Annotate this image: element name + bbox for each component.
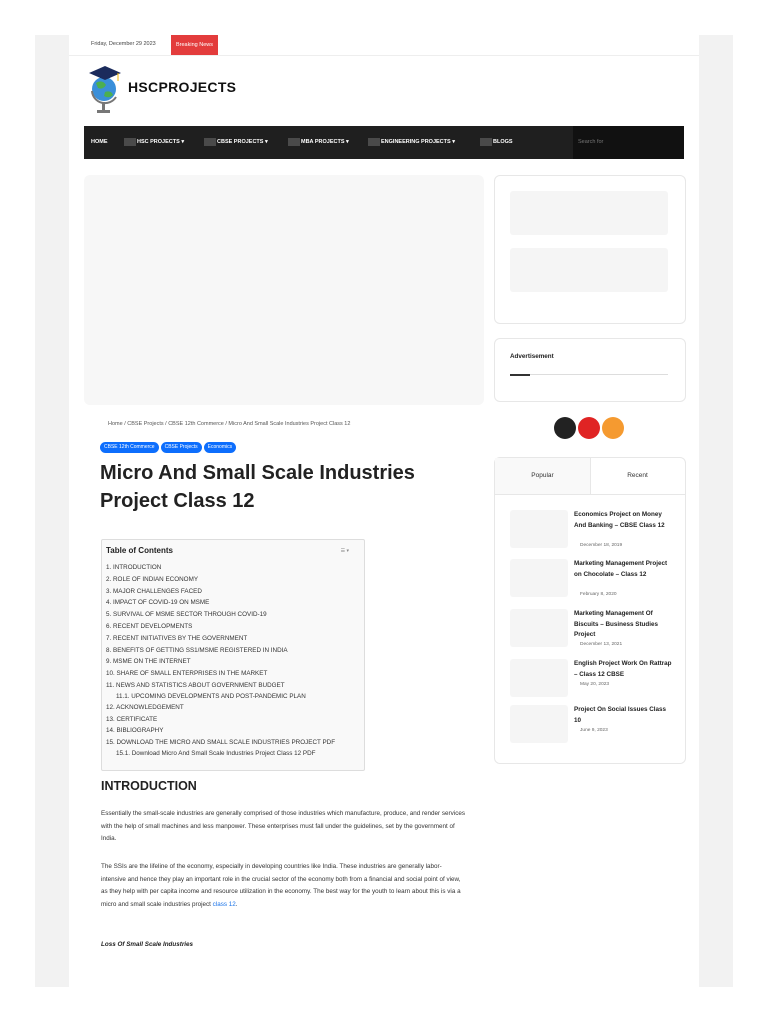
widget-placeholder (510, 248, 668, 292)
toc-item[interactable]: 5. SURVIVAL OF MSME SECTOR THROUGH COVID-19 (106, 611, 267, 619)
page-title: Micro And Small Scale Industries Project Class 12 (100, 462, 415, 512)
page-container (69, 35, 699, 987)
nav-mba-projects-label: MBA PROJECTS ▾ (301, 139, 349, 145)
nav-blogs[interactable] (480, 126, 513, 159)
toc-item[interactable]: 7. RECENT INITIATIVES BY THE GOVERNMENT (106, 634, 248, 642)
tab-bar (495, 458, 685, 495)
divider (510, 374, 668, 375)
post-thumbnail[interactable] (510, 609, 568, 647)
class-12-link[interactable]: class 12 (212, 901, 236, 909)
advertisement-widget (494, 338, 686, 402)
sidebar-widget (494, 175, 686, 324)
nav-engineering-projects[interactable] (368, 126, 455, 159)
toc-item[interactable]: 15. DOWNLOAD THE MICRO AND SMALL SCALE INDUSTRIES PROJECT PDF (106, 739, 336, 747)
post-date: December 13, 2021 (580, 642, 623, 647)
toc-item[interactable]: 3. MAJOR CHALLENGES FACED (106, 587, 202, 595)
nav-home[interactable]: HOME (91, 139, 108, 145)
top-bar (69, 35, 699, 56)
toc-item[interactable]: 13. CERTIFICATE (106, 715, 158, 723)
toc-item[interactable]: 2. ROLE OF INDIAN ECONOMY (106, 575, 199, 583)
table-of-contents (101, 539, 365, 771)
search-input[interactable] (573, 126, 684, 159)
paragraph-end: . (235, 901, 238, 909)
toc-list (106, 562, 362, 759)
posts-tabs-widget (494, 457, 686, 764)
search-placeholder: Search for (578, 139, 604, 145)
post-date: May 20, 2023 (580, 682, 610, 687)
advertisement-title: Advertisement (510, 353, 554, 360)
menu-icon-placeholder (480, 138, 492, 146)
toc-item[interactable]: 12. ACKNOWLEDGEMENT (106, 703, 184, 711)
post-thumbnail[interactable] (510, 559, 568, 597)
post-title[interactable]: English Project Work On Rattrap – Class 12 CBSE (574, 660, 672, 678)
tab-recent[interactable]: Recent (627, 472, 648, 479)
toc-toggle-icon[interactable]: ☰ ▾ (340, 548, 349, 554)
nav-hsc-projects-label: HSC PROJECTS ▾ (137, 139, 185, 145)
category-tag[interactable]: CBSE 12th Commerce (100, 442, 159, 453)
category-tags (100, 442, 238, 453)
widget-placeholder (510, 191, 668, 235)
nav-hsc-projects[interactable] (124, 126, 184, 159)
paragraph-text: The SSIs are the lifeline of the economy, especially in developing countries like India. These industries are generally labor-intensive and hence they play an important role in the crucial sector of the economy both from a financial and social point of view, as they help with per capita income and resource utilization in the economy. The best way for the youth to learn about this is via a micro and small scale industries project (101, 863, 461, 909)
toc-item[interactable]: 9. MSME ON THE INTERNET (106, 658, 191, 666)
current-date: Friday, December 29 2023 (91, 41, 156, 47)
nav-cbse-projects-label: CBSE PROJECTS ▾ (217, 139, 268, 145)
toc-title: Table of Contents (106, 546, 173, 555)
social-icon-red[interactable] (578, 417, 600, 439)
category-tag[interactable]: CBSE Projects (161, 442, 202, 453)
post-title[interactable]: Marketing Management Of Biscuits – Business Studies Project (574, 610, 658, 639)
nav-cbse-projects[interactable] (204, 126, 268, 159)
toc-subitem[interactable]: 15.1. Download Micro And Small Scale Industries Project Class 12 PDF (116, 749, 316, 757)
post-date: June 9, 2023 (580, 728, 608, 733)
globe-graduation-cap-icon (87, 61, 127, 117)
category-tag[interactable]: Economics (204, 442, 236, 453)
menu-icon-placeholder (368, 138, 380, 146)
social-icon-dark[interactable] (554, 417, 576, 439)
post-date: December 18, 2019 (580, 543, 623, 548)
divider-accent (510, 374, 530, 376)
paragraph (101, 861, 466, 912)
featured-image-placeholder (84, 175, 484, 405)
social-links (554, 417, 624, 439)
breadcrumb[interactable]: Home / CBSE Projects / CBSE 12th Commerce / Micro And Small Scale Industries Project Class 12 (108, 421, 351, 427)
toc-item[interactable]: 11. NEWS AND STATISTICS ABOUT GOVERNMENT BUDGET (106, 681, 285, 689)
toc-item[interactable]: 1. INTRODUCTION (106, 564, 162, 571)
toc-subitem[interactable]: 11.1. UPCOMING DEVELOPMENTS AND POST-PANDEMIC PLAN (116, 692, 306, 700)
toc-item[interactable]: 6. RECENT DEVELOPMENTS (106, 622, 193, 630)
post-title[interactable]: Economics Project on Money And Banking – CBSE Class 12 (574, 511, 665, 529)
post-thumbnail[interactable] (510, 705, 568, 743)
toc-item[interactable]: 8. BENEFITS OF GETTING SS1/MSME REGISTERED IN INDIA (106, 646, 288, 654)
post-title[interactable]: Marketing Management Project on Chocolate – Class 12 (574, 560, 668, 578)
subheading: Loss Of Small Scale Industries (101, 941, 194, 948)
tab-popular[interactable]: Popular (495, 458, 591, 494)
post-date: February 8, 2020 (580, 592, 617, 597)
menu-icon-placeholder (124, 138, 136, 146)
main-navigation (84, 126, 684, 159)
toc-item[interactable]: 14. BIBLIOGRAPHY (106, 727, 164, 735)
nav-blogs-label: BLOGS (493, 139, 513, 145)
introduction-heading: INTRODUCTION (101, 779, 197, 793)
toc-item[interactable]: 10. SHARE OF SMALL ENTERPRISES IN THE MARKET (106, 670, 268, 678)
menu-icon-placeholder (204, 138, 216, 146)
menu-icon-placeholder (288, 138, 300, 146)
nav-engineering-projects-label: ENGINEERING PROJECTS ▾ (381, 139, 455, 145)
social-icon-orange[interactable] (602, 417, 624, 439)
post-title[interactable]: Project On Social Issues Class 10 (574, 706, 667, 724)
post-thumbnail[interactable] (510, 510, 568, 548)
toc-item[interactable]: 4. IMPACT OF COVID-19 ON MSME (106, 599, 210, 607)
nav-mba-projects[interactable] (288, 126, 349, 159)
breaking-news-label[interactable]: Breaking News (171, 35, 218, 55)
main-content (84, 175, 484, 975)
site-logo[interactable] (87, 61, 347, 125)
site-name: HSCPROJECTS (128, 79, 237, 95)
paragraph: Essentially the small-scale industries are generally comprised of those industries which manufacture, produce, and render services with the help of small machines and less manpower. These enterprises must fall under the guidelines, set by the government of India. (101, 810, 465, 843)
post-thumbnail[interactable] (510, 659, 568, 697)
